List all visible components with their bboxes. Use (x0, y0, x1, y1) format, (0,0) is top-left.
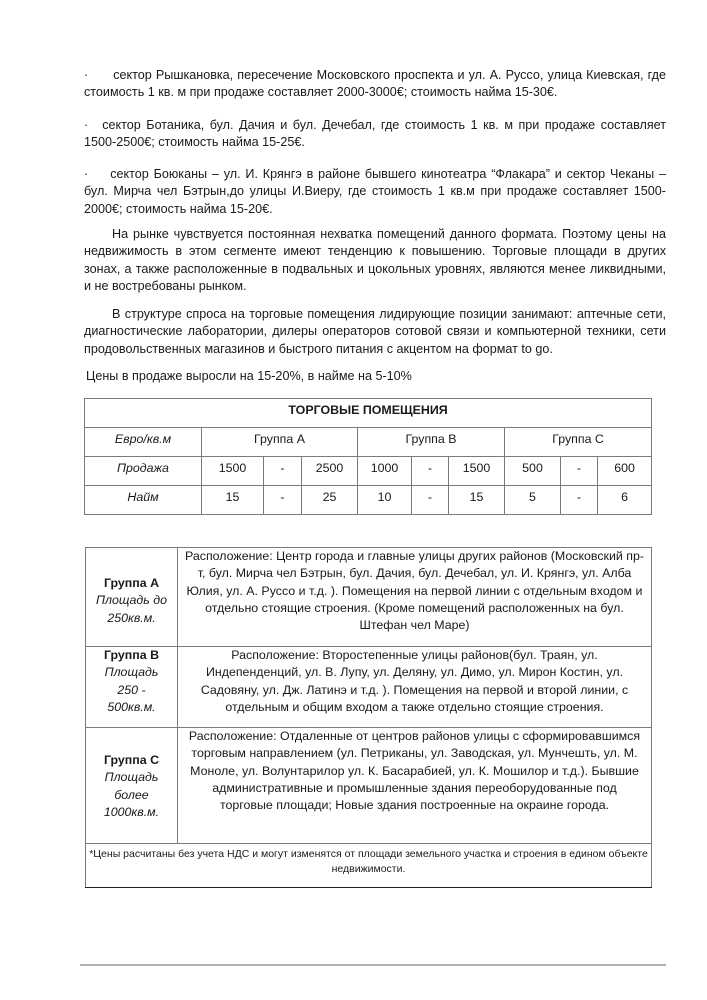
bullet-text: сектор Ботаника, бул. Дачия и бул. Дечебал, где стоимость 1 кв. м при продаже составляет 1500-2500€; стоимость найма 15-25€. (84, 118, 666, 150)
rent-a-min: 15 (202, 486, 264, 515)
table-row-rent (85, 486, 652, 515)
sale-b-sep: - (412, 457, 449, 486)
bullet-marker: · (84, 167, 89, 181)
rent-b-max: 15 (449, 486, 505, 515)
bullet-text: сектор Рышкановка, пересечение Московского проспекта и ул. А. Руссо, улица Киевская, где стоимость 1 кв. м при продаже составляет 2000-3000€; стоимость найма 15-30€. (84, 68, 666, 100)
table-row-group-b (86, 647, 652, 728)
group-header-b: Группа В (358, 428, 505, 457)
footnote: *Цены расчитаны без учета НДС и могут изменятся от площади земельного участка и строения в едином объекте недвижимости. (86, 844, 652, 888)
bullet-item-botanika (84, 117, 666, 152)
rent-a-max: 25 (302, 486, 358, 515)
price-growth-note: Цены в продаже выросли на 15-20%, в найме на 5-10% (86, 369, 412, 383)
group-area: Площадь более 1000кв.м. (103, 770, 160, 819)
rent-b-min: 10 (358, 486, 412, 515)
sale-a-max: 2500 (302, 457, 358, 486)
bullet-item-buiucani (84, 166, 666, 218)
rent-a-sep: - (264, 486, 302, 515)
sale-c-max: 600 (598, 457, 652, 486)
rent-c-max: 6 (598, 486, 652, 515)
group-header-a: Группа А (202, 428, 358, 457)
table-row-sale (85, 457, 652, 486)
group-area: Площадь 250 - 500кв.м. (104, 665, 159, 714)
rent-b-sep: - (412, 486, 449, 515)
bullet-marker: · (84, 68, 89, 82)
bullet-text: сектор Боюканы – ул. И. Крянгэ в районе бывшего кинотеатра “Флакара” и сектор Чеканы – бул. Мирча чел Бэтрын,до улицы И.Виеру, где стоимость 1 кв.м при продаже составляет 1500-2000€; стоимость найма 15-20€. (84, 167, 666, 216)
price-table-title: ТОРГОВЫЕ ПОМЕЩЕНИЯ (85, 399, 652, 428)
sale-c-sep: - (561, 457, 598, 486)
sale-a-sep: - (264, 457, 302, 486)
sale-b-max: 1500 (449, 457, 505, 486)
paragraph-demand-structure: В структуре спроса на торговые помещения лидирующие позиции занимают: аптечные сети, диагностические лаборатории, дилеры операторов сотовой связи и компьютерной техники, сети продовольственных магазинов и быстрого питания с акцентом на формат to go. (84, 307, 666, 356)
sale-b-min: 1000 (358, 457, 412, 486)
group-description: Расположение: Отдаленные от центров районов улицы с сформировавшимся торговым направлением (ул. Петриканы, ул. Заводская, ул. Мунчешть, ул. М. Моноле, ул. Волунтарилор ул. К. Басарабией, ул. К. Мошилор и т.д.). Бывшие административные и промышленные здания переоборудованные под торговые площади; Новые здания построенные на окраине города. (178, 728, 652, 844)
rent-c-min: 5 (505, 486, 561, 515)
row-label-rent: Найм (85, 486, 202, 515)
row-label-sale: Продажа (85, 457, 202, 486)
group-area: Площадь до 250кв.м. (96, 593, 167, 625)
paragraph-market-shortage: На рынке чувствуется постоянная нехватка помещений данного формата. Поэтому цены на недвижимость в этом сегменте имеют тенденцию к повышению. Торговые площади в других зонах, а также расположенные в подвальных и цокольных уровнях, являются менее ликвидными, и не востребованы рынком. (84, 227, 666, 293)
unit-label: Евро/кв.м (85, 428, 202, 457)
group-name: Группа С (103, 752, 160, 767)
price-table (84, 398, 652, 515)
rent-c-sep: - (561, 486, 598, 515)
table-row-group-c (86, 728, 652, 844)
group-name: Группа А (103, 576, 160, 591)
group-name: Группа В (103, 648, 160, 662)
group-header-c: Группа С (505, 428, 652, 457)
footer-divider (80, 964, 666, 966)
sale-c-min: 500 (505, 457, 561, 486)
sale-a-min: 1500 (202, 457, 264, 486)
bullet-marker: · (84, 118, 89, 132)
table-row-group-a (86, 548, 652, 647)
bullet-item-ryshkanovka (84, 67, 666, 102)
groups-table (85, 547, 652, 888)
group-description: Расположение: Центр города и главные улицы других районов (Московский пр-т, бул. Мирча чел Бэтрын, бул. Дачия, бул. Дечебал, ул. И. Крянгэ, ул. Алба Юлия, ул. А. Руссо и т.д. ). Помещения на первой линии с отдельным входом и отдельно стоящие строения. (Кроме помещений расположенных на бул. Штефан чел Маре) (178, 548, 652, 647)
group-description: Расположение: Второстепенные улицы районов(бул. Траян, ул. Индепенденций, ул. В. Лупу, ул. Деляну, ул. Димо, ул. Мирон Костин, ул. Садовяну, ул. Дж. Латинэ и т.д. ). Помещения на первой и второй линии, с отдельным и общим входом а также отдельно стоящие строения. (178, 647, 652, 728)
